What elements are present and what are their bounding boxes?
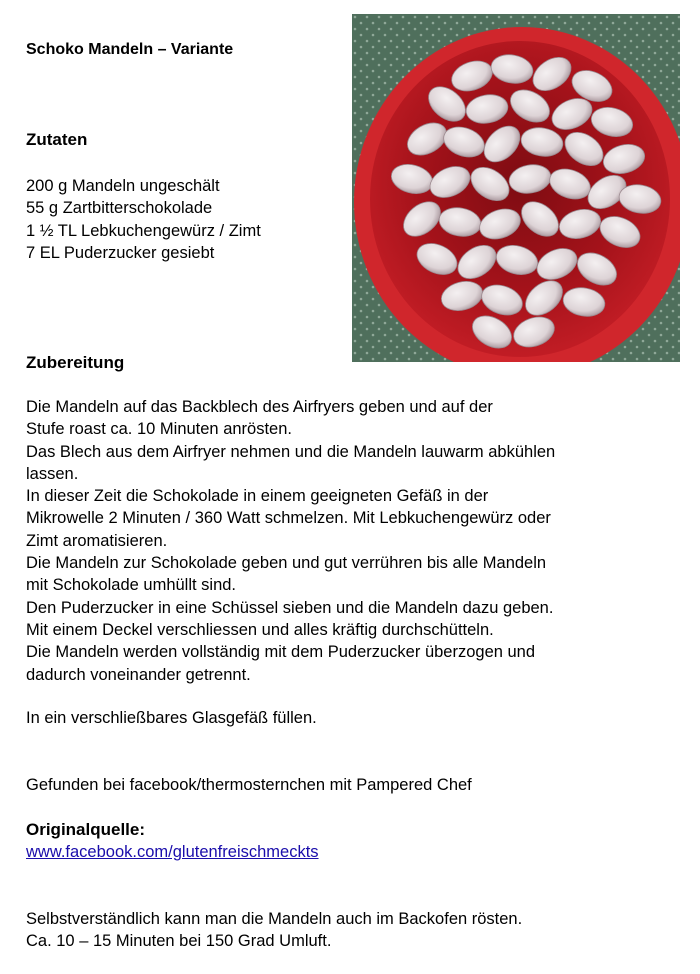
storage-note: In ein verschließbares Glasgefäß füllen.	[26, 709, 317, 727]
preparation-line: mit Schokolade umhüllt sind.	[26, 576, 237, 595]
preparation-heading: Zubereitung	[26, 353, 125, 372]
preparation-steps	[26, 396, 686, 686]
ingredient-item: 1 ½ TL Lebkuchengewürz / Zimt	[26, 221, 261, 240]
preparation-line: Stufe roast ca. 10 Minuten anrösten.	[26, 420, 292, 439]
ingredient-item: 55 g Zartbitterschokolade	[26, 199, 213, 218]
preparation-line: Das Blech aus dem Airfryer nehmen und die Mandeln lauwarm abkühlen	[26, 442, 556, 461]
almonds-photo-image	[352, 14, 680, 362]
preparation-line: dadurch voneinander getrennt.	[26, 665, 251, 684]
source-link[interactable]: www.facebook.com/glutenfreischmeckts	[26, 843, 319, 861]
ingredient-item: 7 EL Puderzucker gesiebt	[26, 243, 215, 262]
preparation-line: lassen.	[26, 464, 79, 483]
source-heading: Originalquelle:	[26, 820, 146, 839]
preparation-line: Die Mandeln werden vollständig mit dem Puderzucker überzogen und	[26, 643, 536, 662]
preparation-line: Mit einem Deckel verschliessen und alles kräftig durchschütteln.	[26, 620, 494, 639]
recipe-title: Schoko Mandeln – Variante	[26, 41, 234, 58]
ingredient-item: 200 g Mandeln ungeschält	[26, 177, 220, 195]
found-at-note: Gefunden bei facebook/thermosternchen mit Pampered Chef	[26, 776, 472, 794]
oven-note-line: Ca. 10 – 15 Minuten bei 150 Grad Umluft.	[26, 932, 332, 950]
ingredients-list	[26, 175, 261, 264]
preparation-line: Die Mandeln zur Schokolade geben und gut verrühren bis alle Mandeln	[26, 554, 547, 573]
preparation-line: In dieser Zeit die Schokolade in einem geeigneten Gefäß in der	[26, 487, 489, 506]
preparation-line: Die Mandeln auf das Backblech des Airfryers geben und auf der	[26, 398, 493, 416]
preparation-line: Den Puderzucker in eine Schüssel sieben und die Mandeln dazu geben.	[26, 598, 554, 617]
almonds-photo	[352, 14, 680, 362]
preparation-line: Zimt aromatisieren.	[26, 531, 168, 550]
preparation-line: Mikrowelle 2 Minuten / 360 Watt schmelzen. Mit Lebkuchengewürz oder	[26, 509, 551, 528]
ingredients-heading: Zutaten	[26, 130, 88, 149]
oven-note-line: Selbstverständlich kann man die Mandeln auch im Backofen rösten.	[26, 910, 523, 928]
